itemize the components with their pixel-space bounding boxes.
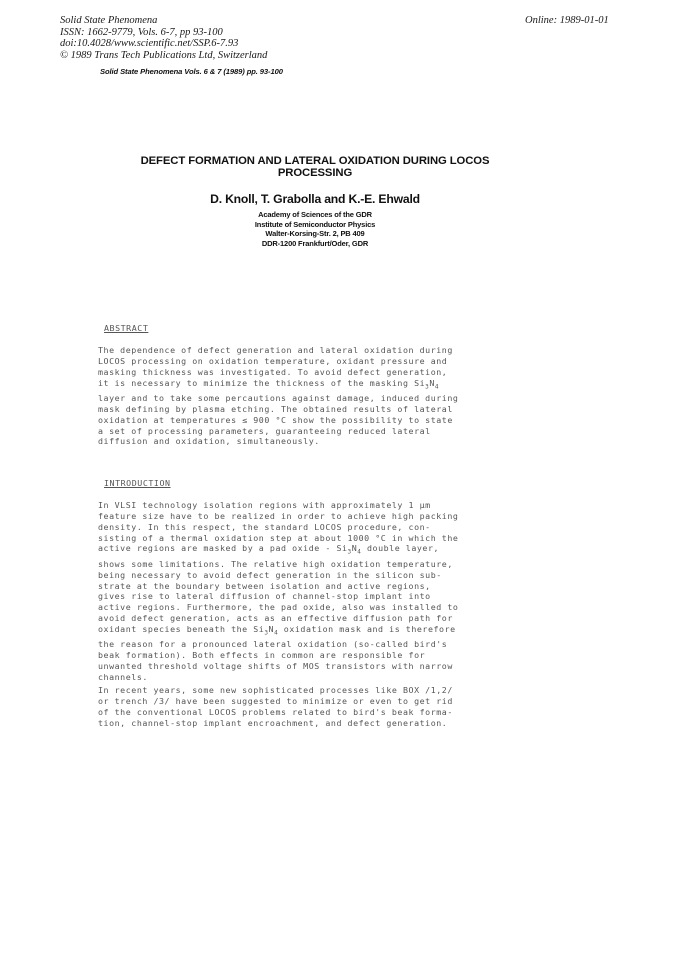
introduction-heading: INTRODUCTION <box>104 478 171 488</box>
text-line: it is necessary to minimize the thickness of the masking $Si_3N_4$ <box>98 377 440 391</box>
text-line: layer and to take some percautions against damage, induced during <box>98 393 459 404</box>
text-line: In VLSI technology isolation regions with approximately 1 µm <box>98 500 431 510</box>
online-date: Online: 1989-01-01 <box>525 15 609 26</box>
text-line: mask defining by plasma etching. The obtained results of lateral <box>98 403 453 414</box>
text-line: unwanted threshold voltage shifts of MOS transistors with narrow <box>98 661 453 672</box>
text-line: In recent years, some new sophisticated processes like BOX /1,2/ <box>98 685 453 695</box>
text-line: channels. <box>98 671 148 682</box>
journal-name: Solid State Phenomena <box>60 15 158 26</box>
text-line: feature size have to be realized in order to achieve high packing <box>98 510 459 521</box>
text-line: the reason for a pronounced lateral oxidation (so-called bird's <box>98 639 448 650</box>
affiliation-line: Walter-Korsing-Str. 2, PB 409 <box>265 229 365 239</box>
text-line: avoid defect generation, acts as an effective diffusion path for <box>98 613 453 624</box>
text-line: oxidant species beneath the $Si_3N_4$ oxidation mask and is therefore <box>98 623 456 637</box>
issn-line: ISSN: 1662-9779, Vols. 6-7, pp 93-100 <box>60 26 223 38</box>
doi-link[interactable]: doi:10.4028/www.scientific.net/SSP.6-7.93 <box>60 38 239 50</box>
title-line: PROCESSING <box>277 167 353 179</box>
title-line: DEFECT FORMATION AND LATERAL OXIDATION DURING LOCOS <box>140 155 490 167</box>
text-line: masking thickness was investigated. To avoid defect generation, <box>98 366 448 377</box>
text-line: beak formation). Both effects in common are responsible for <box>98 650 426 661</box>
text-line: being necessary to avoid defect generation in the silicon sub- <box>98 569 442 580</box>
affiliation-line: Academy of Sciences of the GDR <box>258 210 372 219</box>
affiliation <box>100 210 530 248</box>
text-line: a set of processing parameters, guaranteeing reduced lateral <box>98 425 431 436</box>
abstract-text <box>98 345 538 447</box>
text-line: oxidation at temperatures ≤ 900 °C show the possibility to state <box>98 414 453 425</box>
text-line: active regions. Furthermore, the pad oxide, also was installed to <box>98 602 459 613</box>
text-line: strate at the boundary between isolation and active regions, <box>98 580 431 591</box>
paper-title <box>100 155 530 179</box>
text-line: shows some limitations. The relative high oxidation temperature, <box>98 558 453 569</box>
publication-header <box>60 15 267 61</box>
introduction-paragraph-2 <box>98 685 538 728</box>
text-line: tion, channel-stop implant encroachment, and defect generation. <box>98 717 448 728</box>
affiliation-line: DDR-1200 Frankfurt/Oder, GDR <box>261 238 369 248</box>
text-line: diffusion and oxidation, simultaneously. <box>98 436 320 447</box>
paper-authors: D. Knoll, T. Grabolla and K.-E. Ehwald <box>210 192 420 206</box>
journal-volume-line: Solid State Phenomena Vols. 6 & 7 (1989) pp. 93-100 <box>100 67 283 76</box>
text-line: sisting of a thermal oxidation step at about 1000 °C in which the <box>98 532 459 543</box>
affiliation-line: Institute of Semiconductor Physics <box>254 219 376 229</box>
text-line: LOCOS processing on oxidation temperature, oxidant pressure and <box>98 355 448 366</box>
text-line: active regions are masked by a pad oxide - $Si_3N_4$ double layer, <box>98 543 440 557</box>
text-line: gives rise to lateral diffusion of channel-stop implant into <box>98 591 431 602</box>
copyright-line: © 1989 Trans Tech Publications Ltd, Switzerland <box>60 49 268 61</box>
abstract-heading: ABSTRACT <box>104 323 149 333</box>
introduction-paragraph-1 <box>98 500 538 683</box>
text-line: of the conventional LOCOS problems related to bird's beak forma- <box>98 706 453 717</box>
text-line: density. In this respect, the standard LOCOS procedure, con- <box>98 521 431 532</box>
text-line: The dependence of defect generation and lateral oxidation during <box>98 345 453 355</box>
text-line: or trench /3/ have been suggested to minimize or even to get rid <box>98 695 453 706</box>
